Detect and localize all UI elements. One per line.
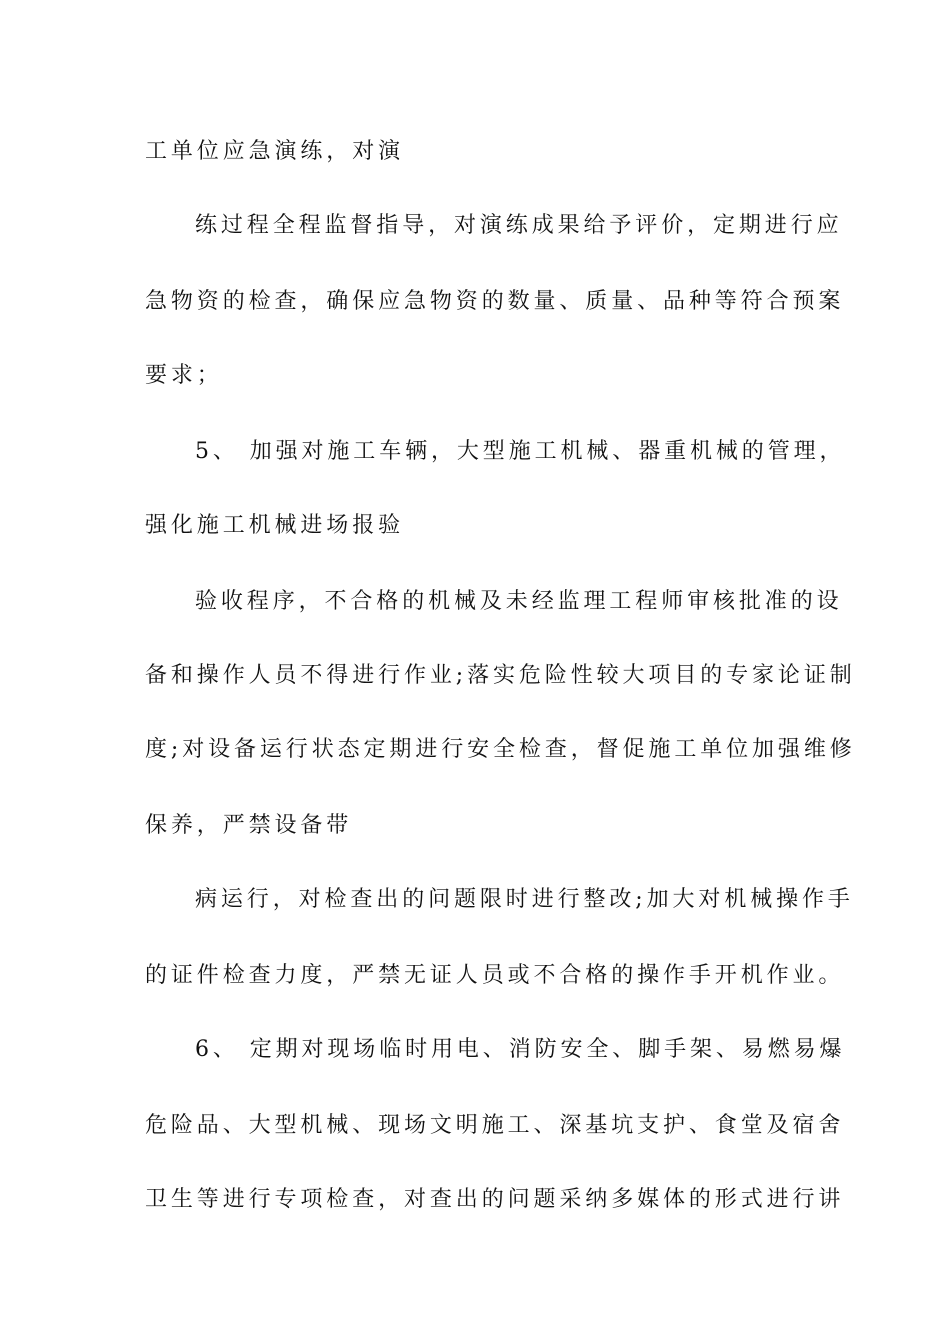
text-line-2: 练过程全程监督指导，对演练成果给予评价，定期进行应 [195,213,843,238]
text-line-3: 急物资的检查，确保应急物资的数量、质量、品种等符合预案 [145,289,845,314]
text-line-1: 工单位应急演练，对演 [145,139,405,164]
text-line-11: 病运行，对检查出的问题限时进行整改;加大对机械操作手 [195,887,854,912]
text-line-12: 的证件检查力度，严禁无证人员或不合格的操作手开机作业。 [145,963,845,988]
text-line-4: 要求； [145,363,223,388]
text-line-7: 验收程序，不合格的机械及未经监理工程师审核批准的设 [195,589,843,614]
text-line-15: 卫生等进行专项检查，对查出的问题采纳多媒体的形式进行讲 [145,1187,845,1212]
text-line-10: 保养，严禁设备带 [145,813,353,838]
text-line-14: 危险品、大型机械、现场文明施工、深基坑支护、食堂及宿舍 [145,1113,845,1138]
text-line-6: 强化施工机械进场报验 [145,513,405,538]
text-line-8: 备和操作人员不得进行作业;落实危险性较大项目的专家论证制 [145,663,856,688]
text-line-9: 度;对设备运行状态定期进行安全检查，督促施工单位加强维修 [145,737,856,762]
text-line-5: 5、 加强对施工车辆，大型施工机械、器重机械的管理， [195,439,846,464]
text-line-13: 6、 定期对现场临时用电、消防安全、脚手架、易燃易爆 [195,1037,846,1062]
